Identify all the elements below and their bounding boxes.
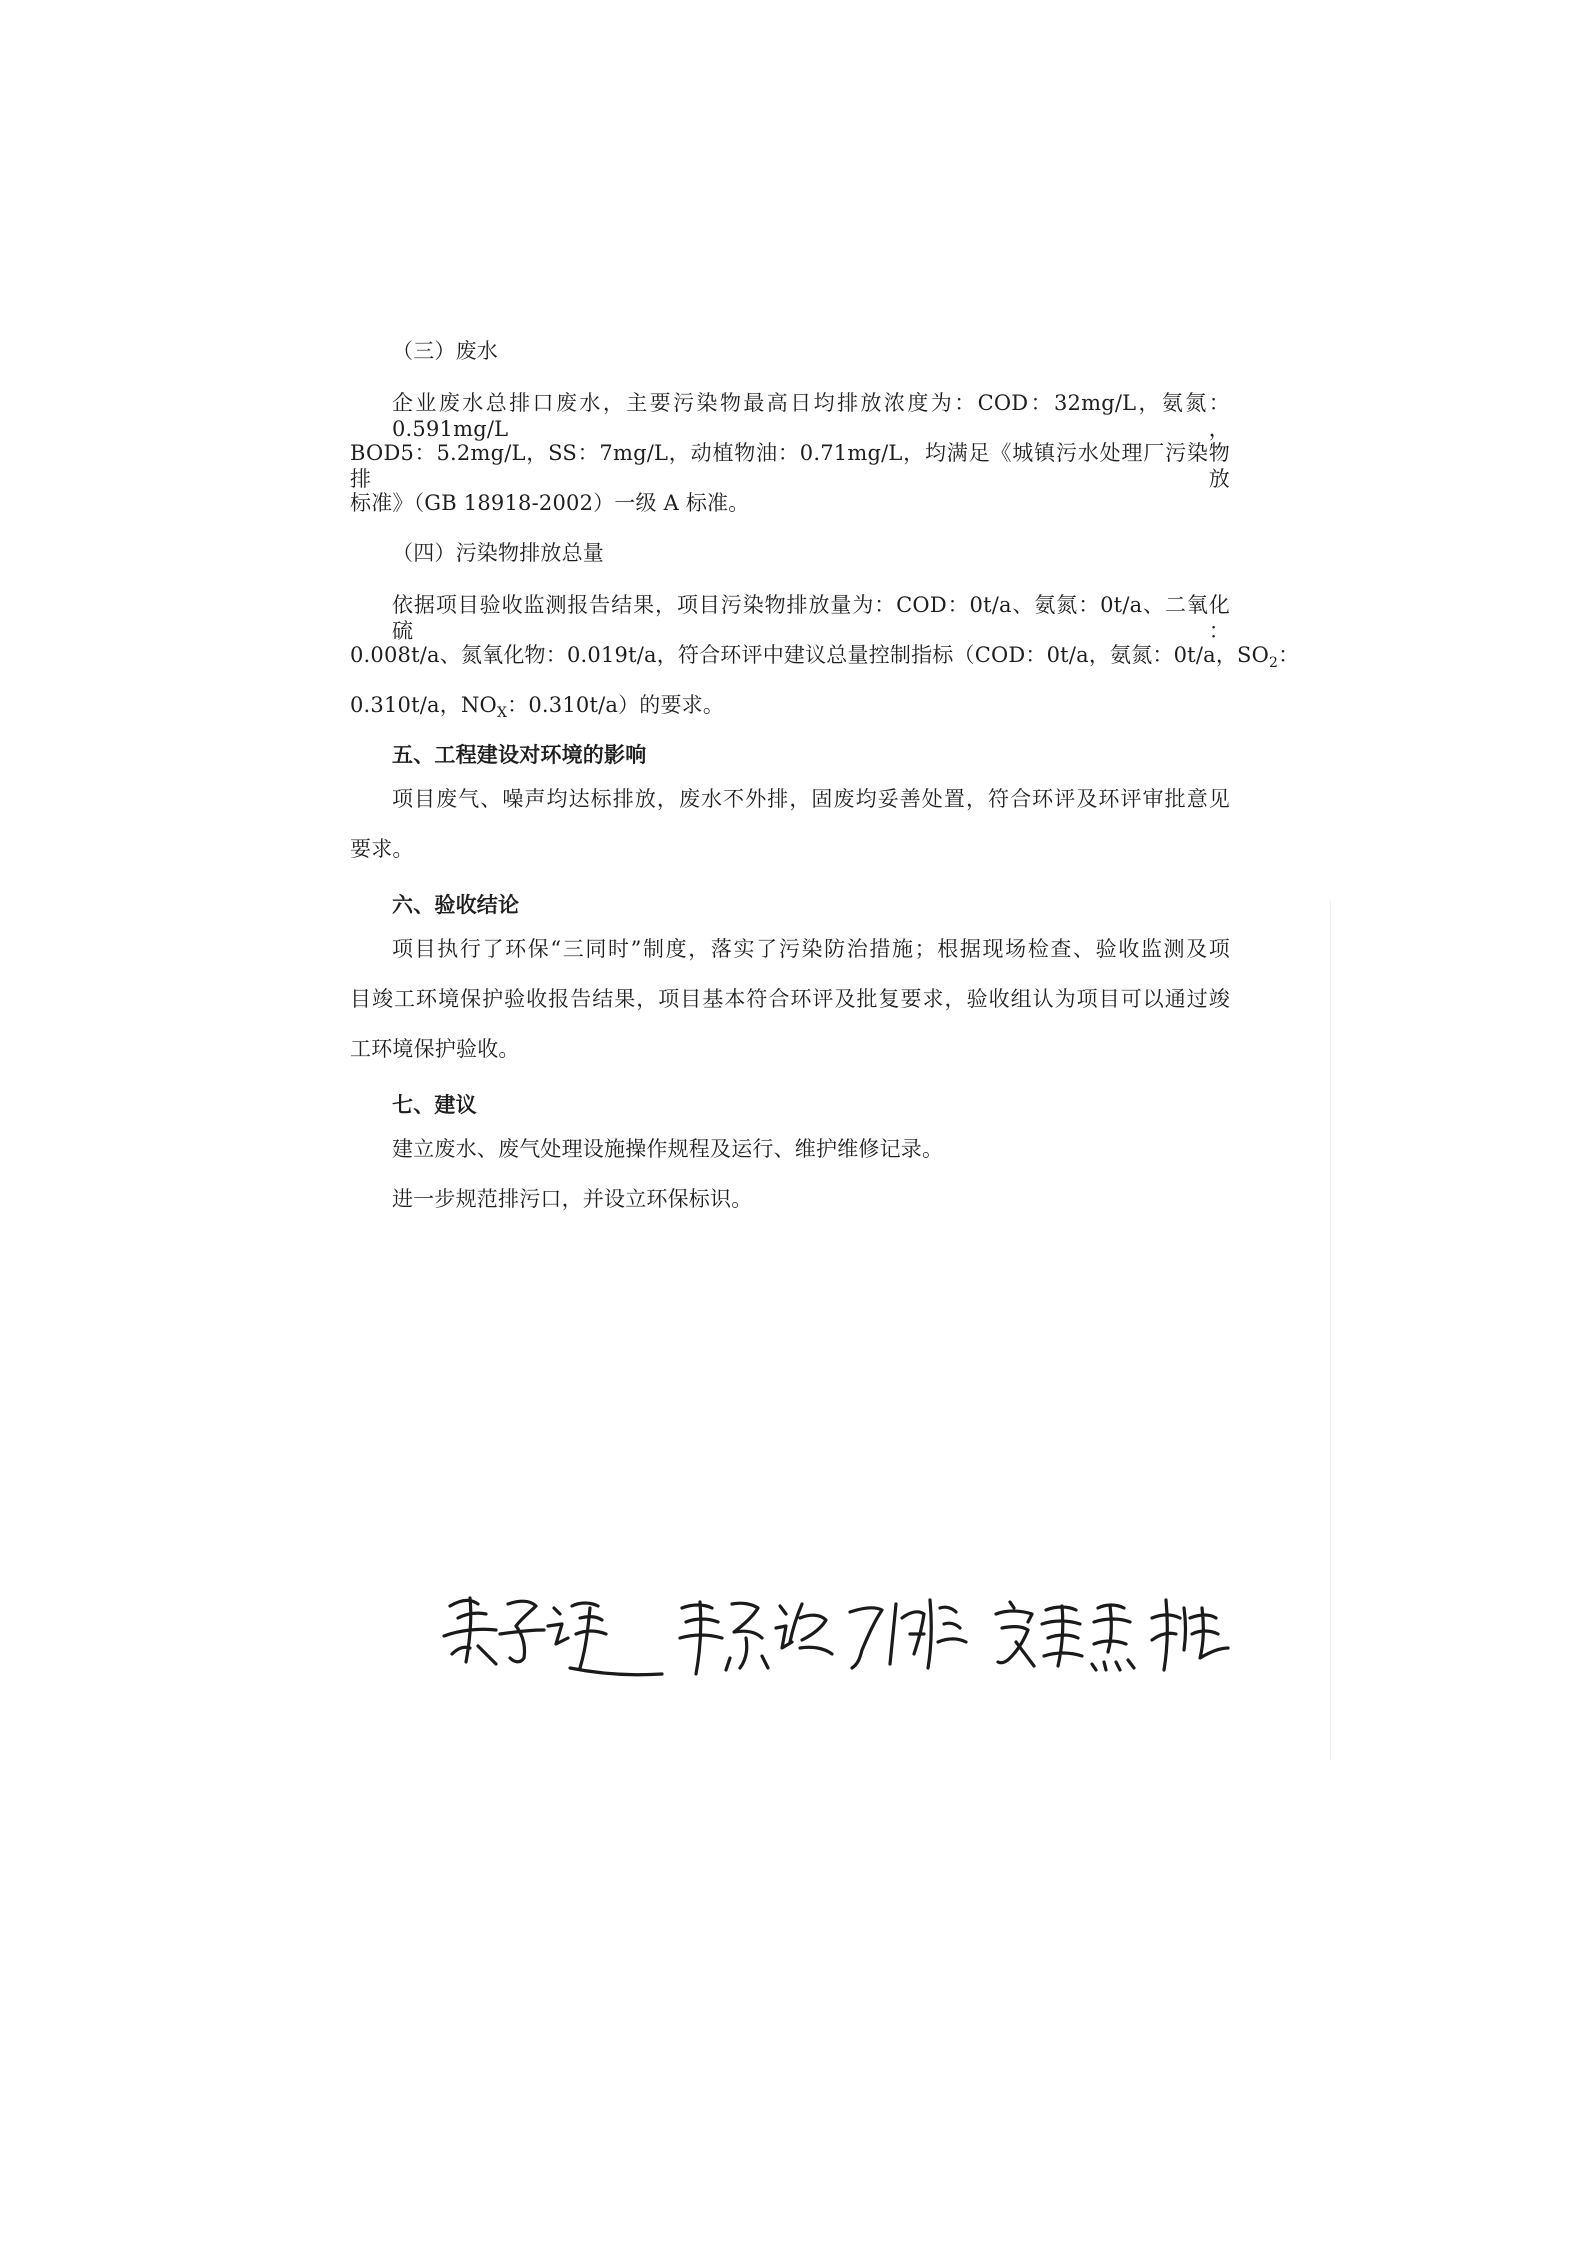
signature-5 <box>1152 1600 1228 1670</box>
section-3-paragraph-line-3: 标准》（GB 18918-2002）一级 A 标准。 <box>350 491 750 515</box>
section-5-paragraph-line-2: 要求。 <box>350 837 414 861</box>
section-4-line-2-colon: ： <box>1278 643 1300 667</box>
section-6-paragraph-line-2: 目竣工环境保护验收报告结果，项目基本符合环评及批复要求，验收组认为项目可以通过竣 <box>350 987 1230 1011</box>
section-7-heading: 七、建议 <box>392 1093 477 1117</box>
section-4-paragraph-line-1: 依据项目验收监测报告结果，项目污染物排放量为：COD：0t/a、氨氮：0t/a、二氧化硫： <box>392 593 1230 643</box>
so2-subscript: 2 <box>1269 655 1279 672</box>
section-7-item-2: 进一步规范排污口，并设立环保标识。 <box>392 1187 753 1211</box>
section-3-title: （三）废水 <box>392 339 498 363</box>
section-7-item-1: 建立废水、废气处理设施操作规程及运行、维护维修记录。 <box>392 1137 944 1161</box>
signature-3 <box>850 1600 966 1668</box>
section-4-line-3-text: 0.310t/a，NO <box>350 693 497 717</box>
section-3-paragraph-line-1: 企业废水总排口废水，主要污染物最高日均排放浓度为：COD：32mg/L，氨氮：0.591mg/L， <box>392 391 1230 441</box>
section-5-paragraph-line-1: 项目废气、噪声均达标排放，废水不外排，固废均妥善处置，符合环评及环评审批意见 <box>392 787 1230 811</box>
handwritten-signatures <box>430 1578 1230 1688</box>
section-4-line-2-text: 0.008t/a、氮氧化物：0.019t/a，符合环评中建议总量控制指标（COD：0t/a，氨氮：0t/a，SO <box>350 643 1270 667</box>
section-4-line-3-end: ：0.310t/a）的要求。 <box>507 693 725 717</box>
signature-2 <box>680 1602 832 1674</box>
section-6-heading: 六、验收结论 <box>392 893 520 917</box>
section-5-heading: 五、工程建设对环境的影响 <box>392 743 647 767</box>
section-4-title: （四）污染物排放总量 <box>392 541 604 565</box>
nox-subscript: X <box>496 705 508 722</box>
section-4-paragraph-line-2 <box>350 642 1300 672</box>
signature-block <box>430 1578 1230 1688</box>
signature-4 <box>996 1602 1134 1670</box>
section-3-paragraph-line-2: BOD5：5.2mg/L，SS：7mg/L，动植物油：0.71mg/L，均满足《城镇污水处理厂污染物排放 <box>350 441 1230 491</box>
signature-1 <box>444 1598 662 1675</box>
section-6-paragraph-line-1: 项目执行了环保“三同时”制度，落实了污染防治措施；根据现场检查、验收监测及项 <box>392 937 1230 961</box>
document-body <box>350 338 1300 1212</box>
section-4-paragraph-line-3 <box>350 692 1230 722</box>
section-6-paragraph-line-3: 工环境保护验收。 <box>350 1037 520 1061</box>
scan-edge-shadow <box>1330 900 1331 1760</box>
